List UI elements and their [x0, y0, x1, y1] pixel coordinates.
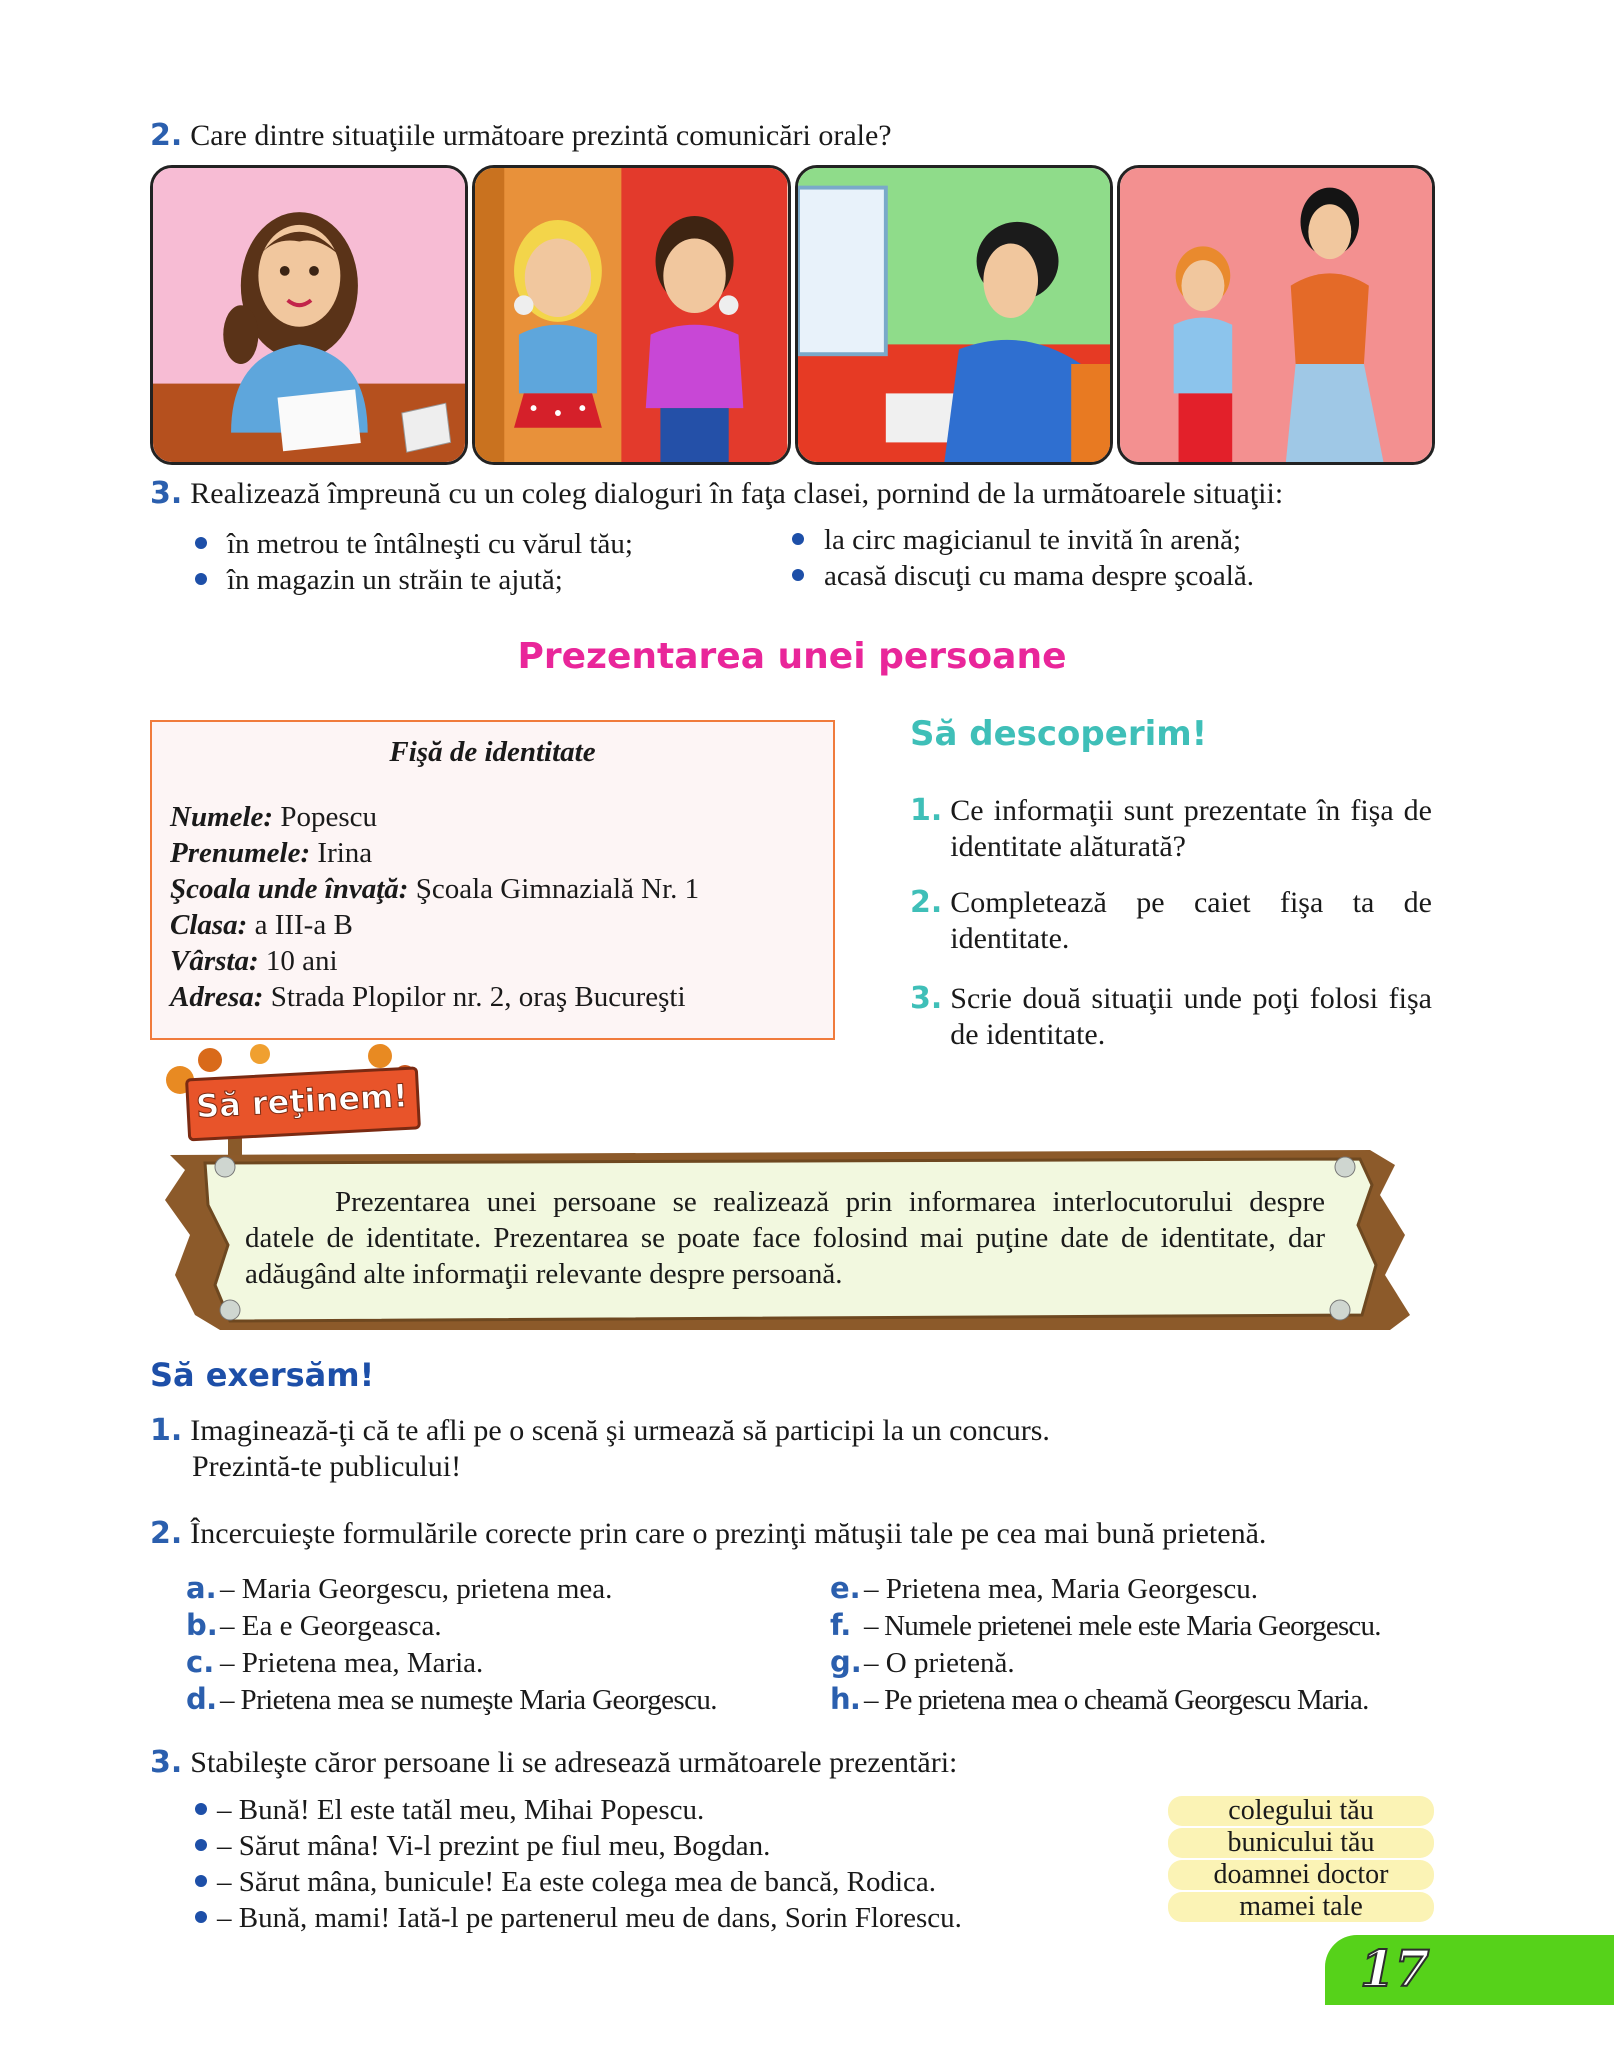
boy-computer-illustration: [798, 168, 1110, 462]
exercise-2: 2. Încercuieşte formulările corecte prin care o prezinţi mătuşii tale pe cea mai bună prietenă.: [150, 1516, 1267, 1551]
identity-row: Clasa: a III-a B: [170, 909, 353, 941]
question-3: [150, 476, 1283, 512]
question-text: Realizează împreună cu un coleg dialoguri în faţa clasei, pornind de la următoarele situaţii:: [190, 477, 1284, 510]
list-item: la circ magicianul te invită în arenă;: [792, 522, 1254, 558]
identity-row: Şcoala unde învaţă: Şcoala Gimnazială Nr. 1: [170, 873, 700, 905]
panel-boy-computer: [795, 165, 1113, 465]
option-item[interactable]: g. – O prietenă.: [830, 1645, 1015, 1679]
discover-item: 2. Completează pe caiet fişa ta de identitate.: [910, 885, 1432, 955]
option-item[interactable]: f. – Numele prietenei mele este Maria Georgescu.: [830, 1608, 1381, 1642]
kids-phone-illustration: [475, 168, 787, 462]
exercise-3: 3. Stabileşte căror persoane li se adresează următoarele prezentări:: [150, 1745, 958, 1780]
discover-questions: [910, 793, 1432, 1073]
addressee-pill[interactable]: colegului tău: [1168, 1796, 1434, 1826]
question-number: 2.: [150, 118, 183, 153]
bullet-icon: [195, 537, 207, 549]
list-item: în magazin un străin te ajută;: [195, 562, 633, 598]
panel-girl-writing: [150, 165, 468, 465]
section-title: Prezentarea unei persoane: [517, 636, 1067, 677]
list-item: – Bună! El este tatăl meu, Mihai Popescu.: [195, 1792, 962, 1828]
option-item[interactable]: a. – Maria Georgescu, prietena mea.: [186, 1571, 613, 1605]
bullet-icon: [792, 533, 804, 545]
identity-card-title: Fişă de identitate: [389, 736, 596, 768]
list-item: acasă discuţi cu mama despre şcoală.: [792, 558, 1254, 594]
list-item: în metrou te întâlneşti cu vărul tău;: [195, 526, 633, 562]
exersam-title: Să exersăm!: [150, 1356, 375, 1394]
panel-kids-phone: [472, 165, 790, 465]
discover-item: 1. Ce informaţii sunt prezentate în fişa de identitate alăturată?: [910, 793, 1432, 863]
exercise-1: 1. Imaginează-ţi că te afli pe o scenă şi urmează să participi la un concurs. Prezintă-te publicului!: [150, 1413, 1050, 1483]
bullet-icon: [195, 573, 207, 585]
discover-item: 3. Scrie două situaţii unde poţi folosi fişa de identitate.: [910, 981, 1432, 1051]
question-2: [150, 118, 892, 154]
exercise-3-list: [195, 1792, 962, 1936]
list-item: – Sărut mâna! Vi-l prezint pe fiul meu, Bogdan.: [195, 1828, 962, 1864]
option-item[interactable]: c. – Prietena mea, Maria.: [186, 1645, 484, 1679]
option-item[interactable]: d. – Prietena mea se numeşte Maria Georgescu.: [186, 1682, 717, 1716]
addressee-options: [1168, 1796, 1434, 1924]
girl-writing-illustration: [153, 168, 465, 462]
list-item: – Bună, mami! Iată-l pe partenerul meu de dans, Sorin Florescu.: [195, 1900, 962, 1936]
mother-son-illustration: [1120, 168, 1432, 462]
page-number: 17: [1360, 1939, 1430, 1998]
addressee-pill[interactable]: mamei tale: [1168, 1892, 1434, 1922]
addressee-pill[interactable]: doamnei doctor: [1168, 1860, 1434, 1890]
identity-row: Adresa: Strada Plopilor nr. 2, oraş Bucureşti: [170, 981, 686, 1013]
identity-card: [150, 720, 835, 1040]
identity-row: Prenumele: Irina: [170, 837, 373, 869]
exercise-2-options-left: [186, 1570, 717, 1718]
identity-row: Numele: Popescu: [170, 801, 378, 833]
illustration-strip: [150, 165, 1435, 465]
addressee-pill[interactable]: bunicului tău: [1168, 1828, 1434, 1858]
bullet-icon: [195, 1803, 207, 1815]
option-item[interactable]: h. – Pe prietena mea o cheamă Georgescu Maria.: [830, 1682, 1369, 1716]
option-item[interactable]: b. – Ea e Georgeasca.: [186, 1608, 442, 1642]
panel-mother-son: [1117, 165, 1435, 465]
question-text: Care dintre situaţiile următoare prezintă comunicări orale?: [190, 119, 892, 152]
situations-list-right: [792, 522, 1254, 594]
list-item: – Sărut mâna, bunicule! Ea este colega mea de bancă, Rodica.: [195, 1864, 962, 1900]
bullet-icon: [792, 569, 804, 581]
exercise-2-options-right: [830, 1570, 1381, 1718]
option-item[interactable]: e. – Prietena mea, Maria Georgescu.: [830, 1571, 1259, 1605]
discover-title: Să descoperim!: [910, 714, 1208, 754]
bullet-icon: [195, 1911, 207, 1923]
retinem-sign-label: Să reţinem!: [195, 1076, 409, 1126]
situations-list-left: [195, 526, 633, 598]
identity-row: Vârsta: 10 ani: [170, 945, 338, 977]
retinem-text: Prezentarea unei persoane se realizează prin informarea interlocutorului despre datele de identitate. Prezentarea se poate face folosind mai puţine date de identitate, dar adăugând alte informaţii relevante despre persoană.: [245, 1186, 1325, 1290]
bullet-icon: [195, 1875, 207, 1887]
question-number: 3.: [150, 476, 183, 511]
bullet-icon: [195, 1839, 207, 1851]
